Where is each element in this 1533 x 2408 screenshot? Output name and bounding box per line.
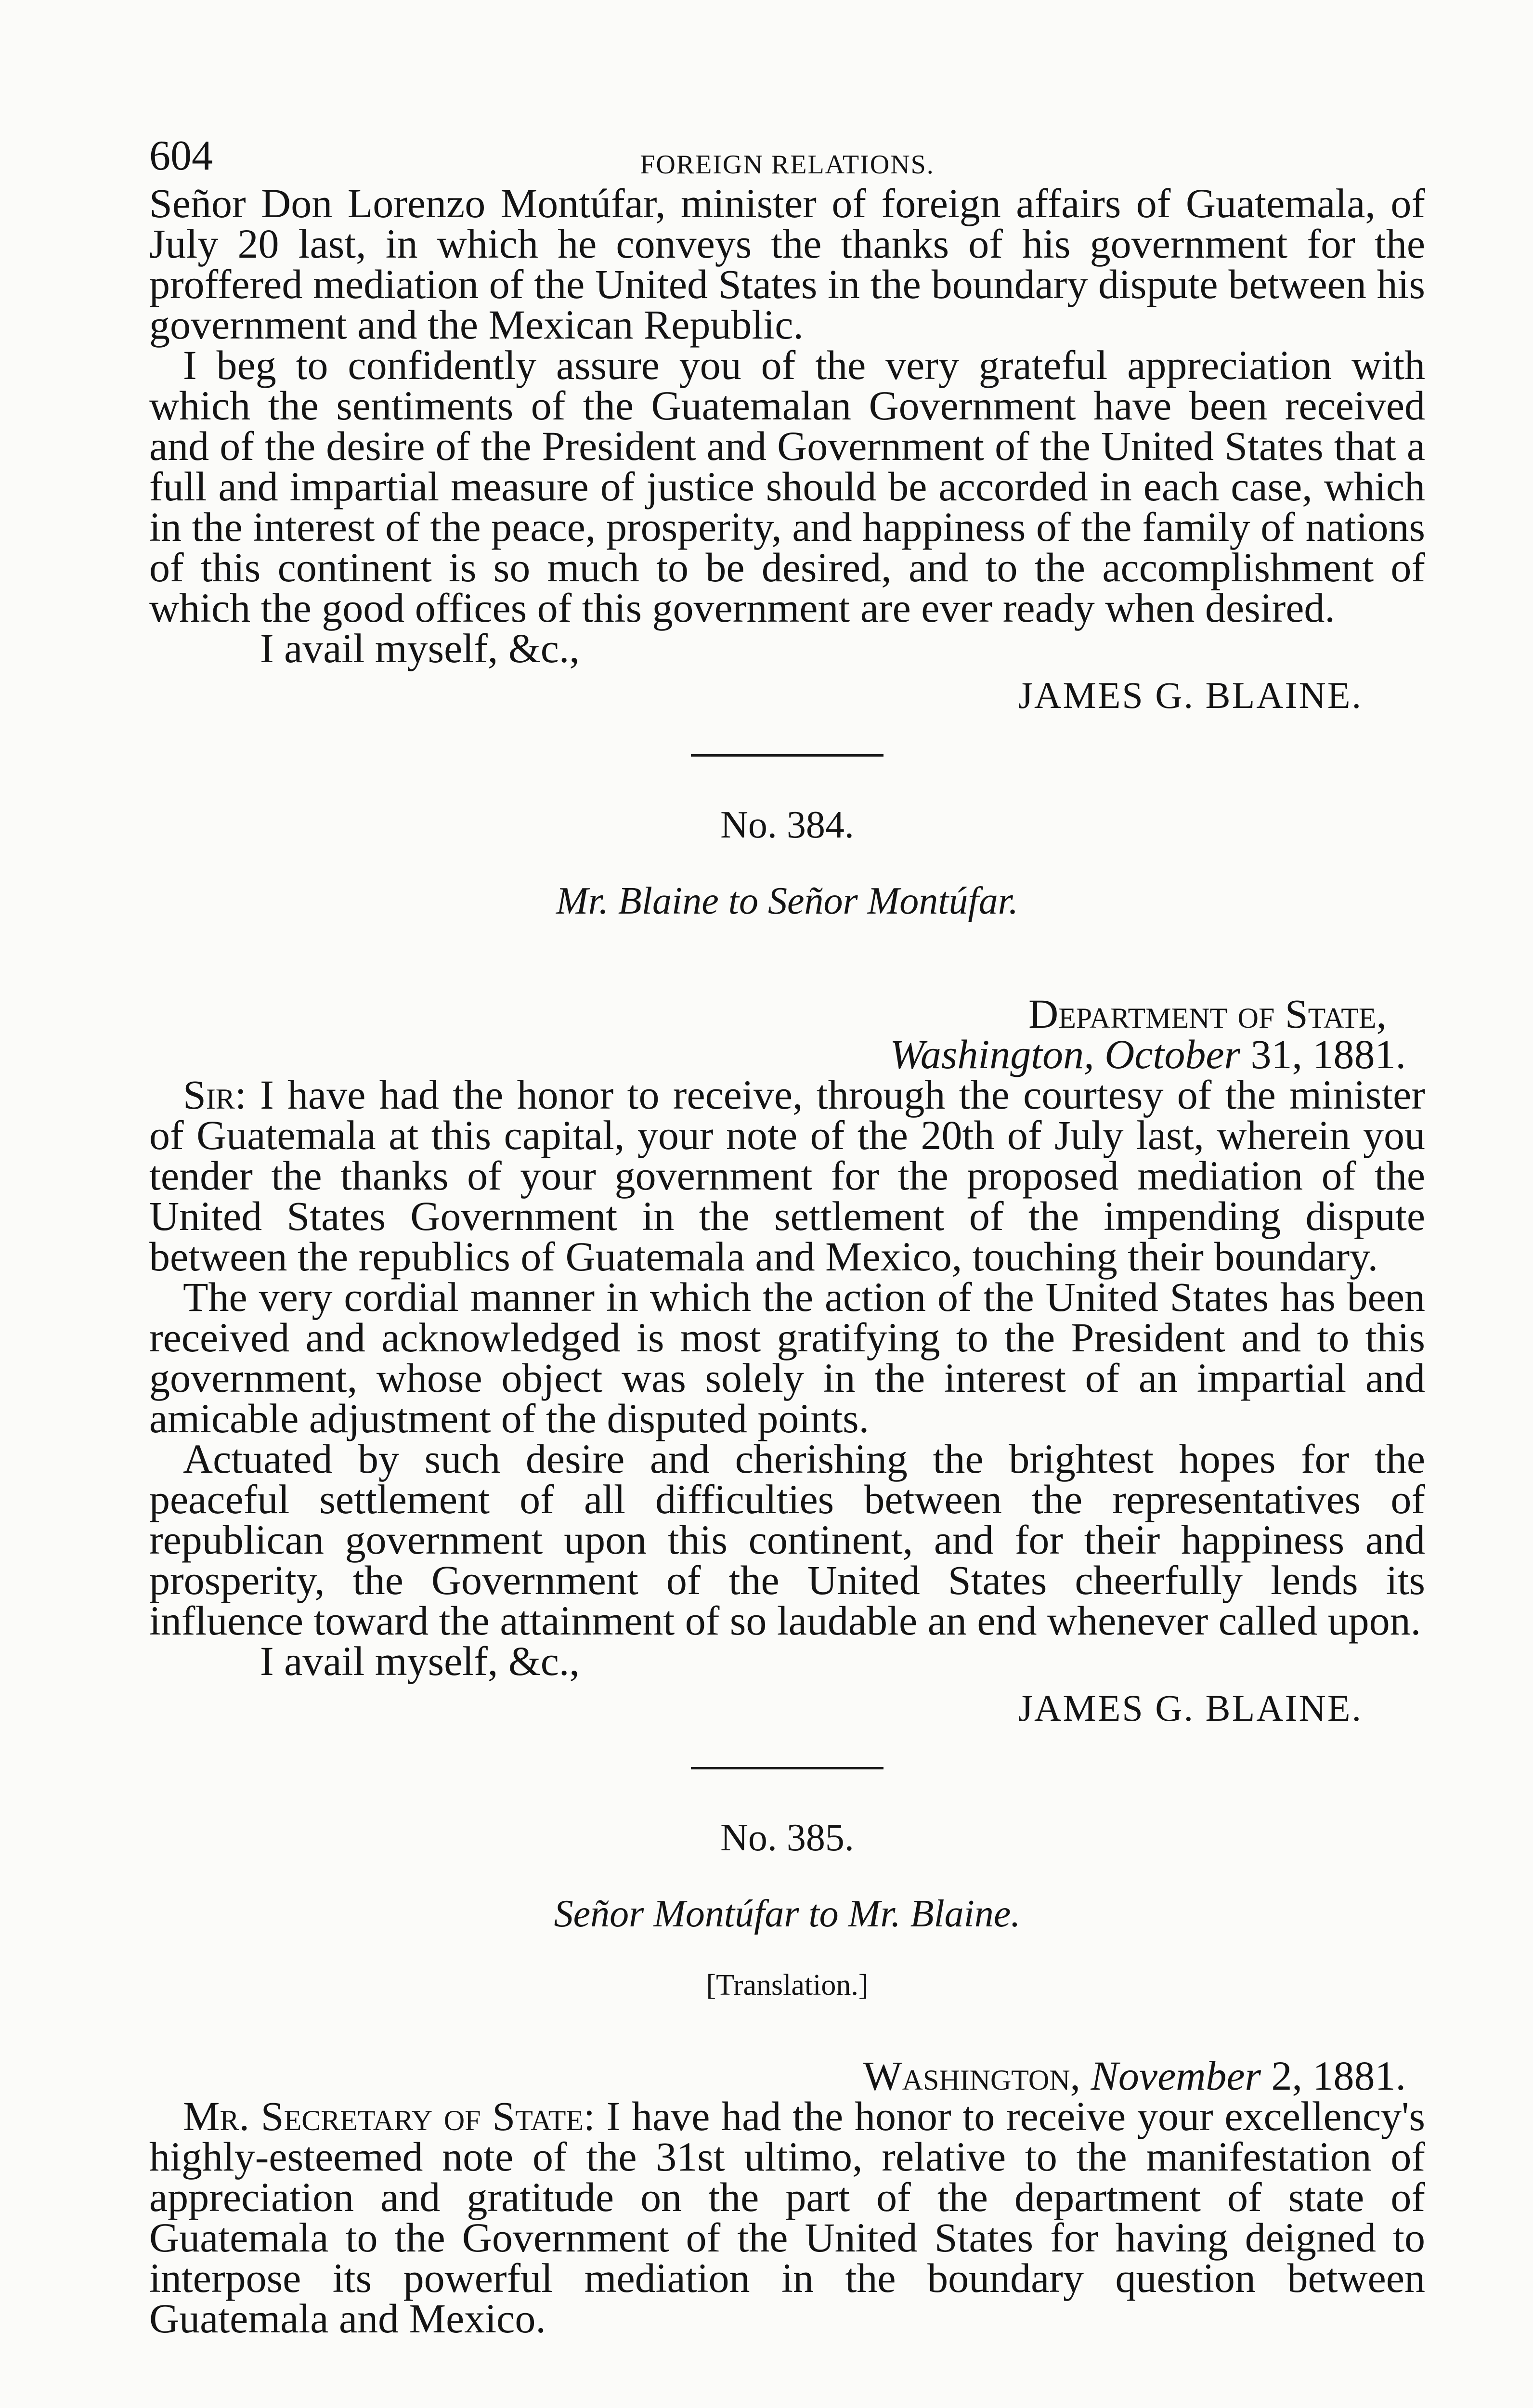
- paragraph-text: : I have had the honor to receive, through the courtesy of the minister of Guatemala at this capital, your note of the 20th of July last, wherein you tender the thanks of your government for the proposed mediation of the United States Government in the settlement of the impending dispute between the republics of Guatemala and Mexico, touching their boundary.: [149, 1072, 1425, 1280]
- dateline-month: November: [1091, 2053, 1261, 2099]
- body-paragraph: The very cordial manner in which the action of the United States has been received and acknowledged is most gratifying to the President and to this government, whose object was solely in the interest of an impartial and amicable adjustment of the disputed points.: [149, 1274, 1425, 1441]
- signature: JAMES G. BLAINE.: [1018, 1687, 1363, 1729]
- dateline-date: 31, 1881.: [1250, 1031, 1406, 1077]
- paragraph-text: : I have had the honor to receive your excellency's highly-esteemed note of the 31st ultimo, relative to the manifestation of appreciation and gratitude on the part of the department of state of Guatemala to the Government of the United States for having deigned to interpose its powerful mediation in the boundary question between Guatemala and Mexico.: [149, 2093, 1425, 2342]
- document-number: No. 385.: [720, 1817, 854, 1859]
- dateline-date: 2, 1881.: [1271, 2053, 1406, 2099]
- document-number: No. 384.: [720, 804, 854, 846]
- dateline-city: Washington,: [890, 1031, 1094, 1077]
- dateline-place: Department of State,: [1028, 991, 1387, 1037]
- body-paragraph: [149, 1072, 1425, 1280]
- salutation: Sir: [183, 1072, 235, 1118]
- document-title: Mr. Blaine to Señor Montúfar.: [556, 880, 1018, 922]
- body-paragraph: Actuated by such desire and cherishing the brightest hopes for the peaceful settlement of all difficulties between the representatives of republican government upon this continent, and for their happiness and prosperity, the Government of the United States cheerfully lends its influence toward the attainment of so laudable an end whenever called upon.: [149, 1436, 1425, 1644]
- body-paragraph: [149, 2093, 1425, 2342]
- closing-line: I avail myself, &c.,: [260, 1638, 580, 1684]
- letter-385: [149, 1817, 1425, 2342]
- closing-line: I avail myself, &c.,: [260, 625, 580, 671]
- dateline: [149, 2053, 1425, 2099]
- dateline: [149, 991, 1425, 1037]
- letter-384: [149, 805, 1425, 1728]
- dateline-city: Washington,: [863, 2053, 1081, 2099]
- running-header: [149, 125, 1425, 183]
- body-paragraph: I beg to confidently assure you of the very grateful appreciation with which the sentiments of the Guatemalan Government have been received and of the desire of the President and Government of the United States that a full and impartial measure of justice should be accorded in each case, which in the interest of the peace, prosperity, and happiness of the family of nations of this continent is so much to be desired, and to the accomplishment of which the good offices of this government are ever ready when desired.: [149, 342, 1425, 631]
- section-divider: [691, 754, 883, 757]
- running-title: FOREIGN RELATIONS.: [640, 150, 935, 180]
- salutation: Mr. Secretary of State: [183, 2093, 584, 2139]
- dateline: [149, 1031, 1425, 1077]
- page-number: 604: [149, 132, 213, 179]
- document-page: [149, 125, 1425, 2342]
- body-paragraph: Señor Don Lorenzo Montúfar, minister of foreign affairs of Guatemala, of July 20 last, in which he conveys the thanks of his government for the proffered mediation of the United States in the boundary dispute between his government and the Mexican Republic.: [149, 180, 1425, 348]
- letter-383-continuation: [149, 180, 1425, 716]
- translation-note: [Translation.]: [706, 1969, 869, 2002]
- dateline-month: October: [1104, 1031, 1240, 1077]
- section-divider: [691, 1767, 883, 1769]
- document-title: Señor Montúfar to Mr. Blaine.: [554, 1893, 1021, 1935]
- signature: JAMES G. BLAINE.: [1018, 674, 1363, 716]
